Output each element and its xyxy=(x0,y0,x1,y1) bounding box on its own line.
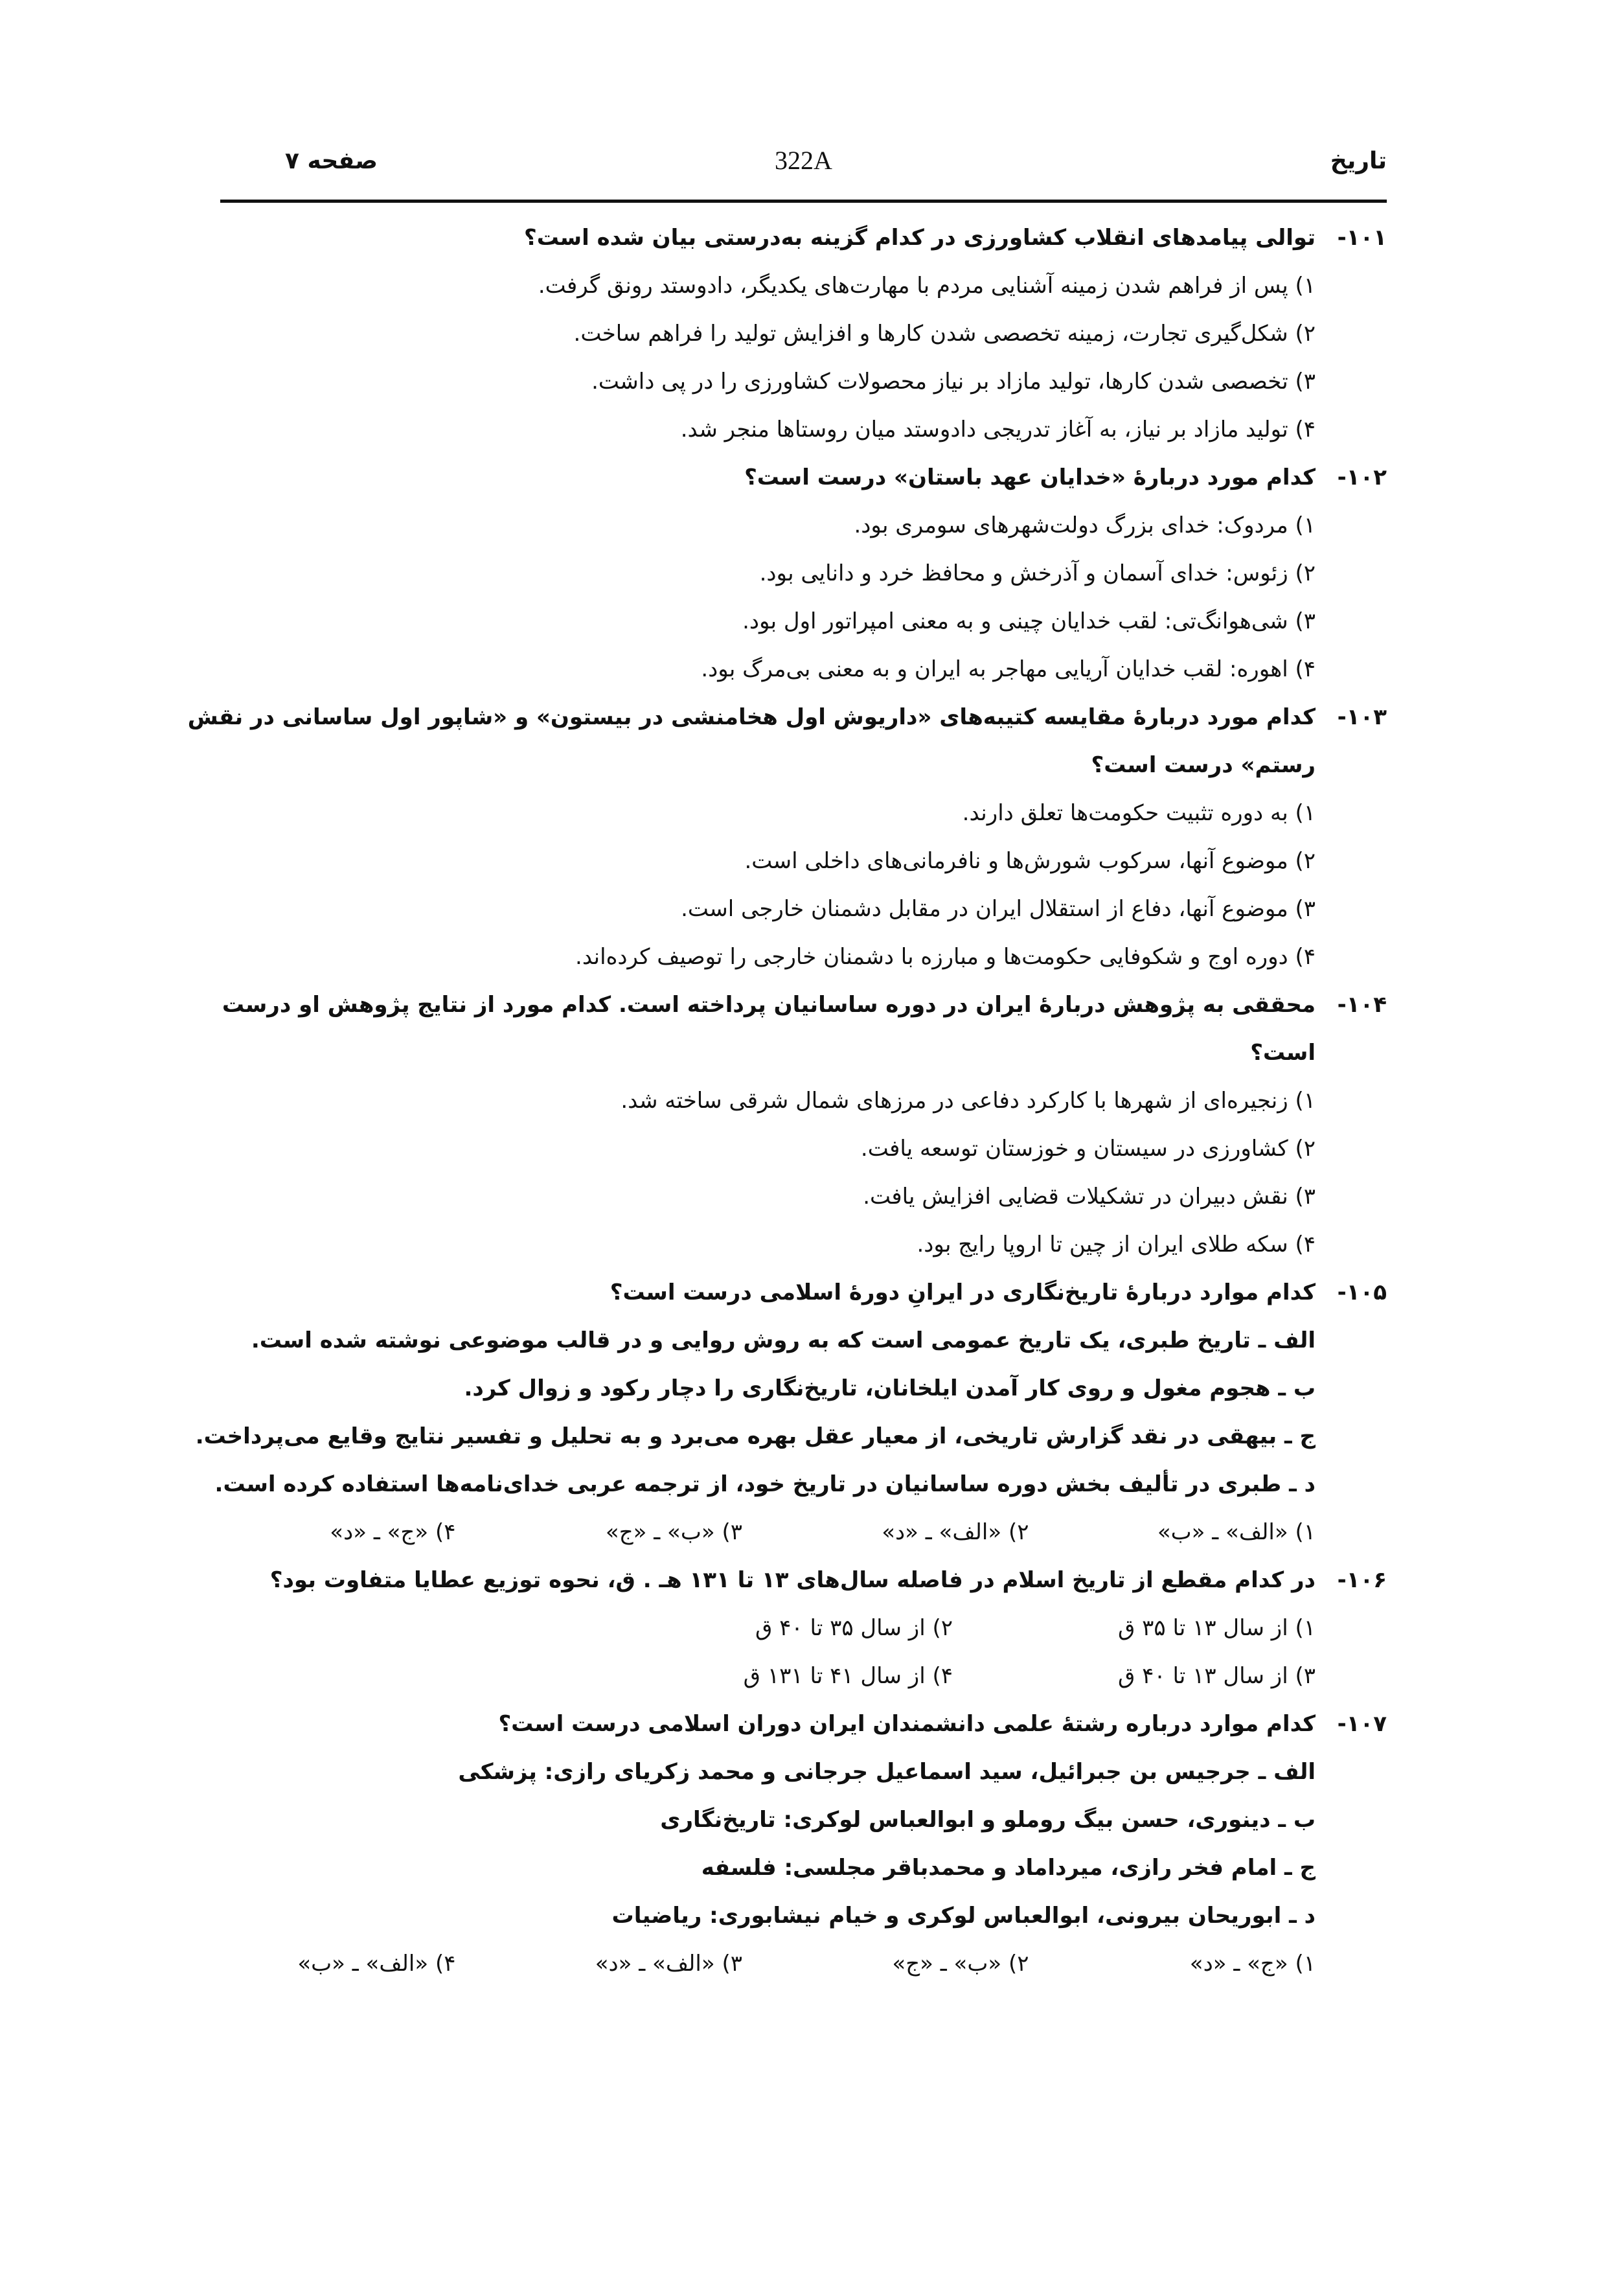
page-number: صفحه ۷ xyxy=(285,148,378,174)
statement-jim: ج ـ امام فخر رازی، میرداماد و محمدباقر مجلسی: فلسفه xyxy=(701,1855,1316,1881)
question-number: ۱۰۲- xyxy=(1337,465,1387,490)
question-number: ۱۰۴- xyxy=(1337,992,1387,1018)
option-4: ۴) اهوره: لقب خدایان آریایی مهاجر به ایران و به معنی بی‌مرگ بود. xyxy=(701,656,1316,682)
option-3: ۳) شی‌هوانگ‌تی: لقب خدایان چینی و به معنی امپراتور اول بود. xyxy=(742,608,1316,634)
question-104 xyxy=(169,981,1387,1269)
option-4: ۴) از سال ۴۱ تا ۱۳۱ ق xyxy=(743,1663,953,1689)
option-4: ۴) «الف» ـ «ب» xyxy=(297,1951,456,1977)
option-1: ۱) به دوره تثبیت حکومت‌ها تعلق دارند. xyxy=(962,800,1316,826)
question-text: محققی به پژوهش دربارهٔ ایران در دوره ساسانیان پرداخته است. کدام مورد از نتایج پژوهش او درست است؟ xyxy=(222,992,1316,1066)
option-3: ۳) از سال ۱۳ تا ۴۰ ق xyxy=(1117,1663,1316,1689)
options-row xyxy=(169,1508,1316,1556)
question-number: ۱۰۷- xyxy=(1337,1711,1387,1737)
exam-code: 322A xyxy=(775,146,832,175)
options-grid xyxy=(590,1604,1316,1700)
question-102 xyxy=(169,453,1387,693)
option-2: ۲) «ب» ـ «ج» xyxy=(892,1951,1029,1977)
option-4: ۴) «ج» ـ «د» xyxy=(330,1519,456,1545)
question-107 xyxy=(169,1700,1387,1988)
statement-alef: الف ـ جرجیس بن جبرائیل، سید اسماعیل جرجانی و محمد زکریای رازی: پزشکی xyxy=(458,1759,1316,1785)
subject-title: تاریخ xyxy=(1330,148,1387,174)
question-text: کدام موارد درباره رشتهٔ علمی دانشمندان ایران دوران اسلامی درست است؟ xyxy=(498,1711,1316,1737)
statement-alef: الف ـ تاریخ طبری، یک تاریخ عمومی است که به روش روایی و در قالب موضوعی نوشته شده است. xyxy=(251,1327,1316,1353)
question-number: ۱۰۵- xyxy=(1337,1280,1387,1305)
question-106 xyxy=(169,1556,1387,1700)
option-3: ۳) نقش دبیران در تشکیلات قضایی افزایش یافت. xyxy=(863,1184,1316,1210)
option-2: ۲) کشاورزی در سیستان و خوزستان توسعه یافت. xyxy=(860,1136,1316,1162)
option-1: ۱) از سال ۱۳ تا ۳۵ ق xyxy=(1117,1615,1316,1641)
questions-list xyxy=(169,214,1387,1988)
question-number: ۱۰۱- xyxy=(1337,225,1387,251)
option-4: ۴) سکه طلای ایران از چین تا اروپا رایج بود. xyxy=(917,1232,1316,1257)
options-row xyxy=(169,1940,1316,1988)
question-number: ۱۰۳- xyxy=(1337,704,1387,730)
option-1: ۱) زنجیره‌ای از شهرها با کارکرد دفاعی در مرزهای شمال شرقی ساخته شد. xyxy=(621,1088,1316,1114)
question-text: در کدام مقطع از تاریخ اسلام در فاصله سال‌های ۱۳ تا ۱۳۱ هـ . ق، نحوه توزیع عطایا متفاوت بود؟ xyxy=(269,1567,1316,1593)
option-3: ۳) «الف» ـ «د» xyxy=(595,1951,742,1977)
statement-be: ب ـ دینوری، حسن بیگ روملو و ابوالعباس لوکری: تاریخ‌نگاری xyxy=(660,1807,1316,1833)
option-4: ۴) دوره اوج و شکوفایی حکومت‌ها و مبارزه با دشمنان خارجی را توصیف کرده‌اند. xyxy=(575,944,1316,970)
option-2: ۲) شکل‌گیری تجارت، زمینه تخصصی شدن کارها و افزایش تولید را فراهم ساخت. xyxy=(573,321,1316,347)
option-3: ۳) «ب» ـ «ج» xyxy=(605,1519,742,1545)
statement-jim: ج ـ بیهقی در نقد گزارش تاریخی، از معیار عقل بهره می‌برد و به تحلیل و تفسیر نتایج وقایع می‌پرداخت. xyxy=(195,1423,1316,1449)
statement-be: ب ـ هجوم مغول و روی کار آمدن ایلخانان، تاریخ‌نگاری را دچار رکود و زوال کرد. xyxy=(464,1375,1316,1401)
question-text: توالی پیامدهای انقلاب کشاورزی در کدام گزینه به‌درستی بیان شده است؟ xyxy=(523,225,1316,251)
question-103 xyxy=(169,693,1387,981)
question-text: کدام موارد دربارهٔ تاریخ‌نگاری در ایرانِ دورهٔ اسلامی درست است؟ xyxy=(610,1280,1316,1305)
option-2: ۲) زئوس: خدای آسمان و آذرخش و محافظ خرد و دانایی بود. xyxy=(759,560,1316,586)
option-2: ۲) «الف» ـ «د» xyxy=(882,1519,1029,1545)
statement-dal: د ـ طبری در تألیف بخش دوره ساسانیان در تاریخ خود، از ترجمه عربی خدای‌نامه‌ها استفاده کرده است. xyxy=(214,1471,1316,1497)
option-1: ۱) «الف» ـ «ب» xyxy=(1157,1519,1316,1545)
header-divider xyxy=(220,200,1387,203)
option-2: ۲) از سال ۳۵ تا ۴۰ ق xyxy=(755,1615,953,1641)
option-3: ۳) تخصصی شدن کارها، تولید مازاد بر نیاز محصولات کشاورزی را در پی داشت. xyxy=(591,369,1316,395)
question-101 xyxy=(169,214,1387,453)
question-text: کدام مورد دربارهٔ «خدایان عهد باستان» درست است؟ xyxy=(744,465,1316,490)
option-2: ۲) موضوع آنها، سرکوب شورش‌ها و نافرمانی‌های داخلی است. xyxy=(744,848,1316,874)
question-number: ۱۰۶- xyxy=(1337,1567,1387,1593)
question-105 xyxy=(169,1269,1387,1556)
option-3: ۳) موضوع آنها، دفاع از استقلال ایران در مقابل دشمنان خارجی است. xyxy=(681,896,1316,922)
statement-dal: د ـ ابوریحان بیرونی، ابوالعباس لوکری و خیام نیشابوری: ریاضیات xyxy=(611,1903,1316,1929)
option-1: ۱) پس از فراهم شدن زمینه آشنایی مردم با مهارت‌های یکدیگر، دادوستد رونق گرفت. xyxy=(538,273,1316,299)
option-1: ۱) «ج» ـ «د» xyxy=(1189,1951,1316,1977)
option-4: ۴) تولید مازاد بر نیاز، به آغاز تدریجی دادوستد میان روستاها منجر شد. xyxy=(680,417,1316,442)
option-1: ۱) مردوک: خدای بزرگ دولت‌شهرهای سومری بود. xyxy=(854,512,1316,538)
question-text: کدام مورد دربارهٔ مقایسه کتیبه‌های «داریوش اول هخامنشی در بیستون» و «شاپور اول ساسانی در نقش رستم» درست است؟ xyxy=(187,704,1316,778)
